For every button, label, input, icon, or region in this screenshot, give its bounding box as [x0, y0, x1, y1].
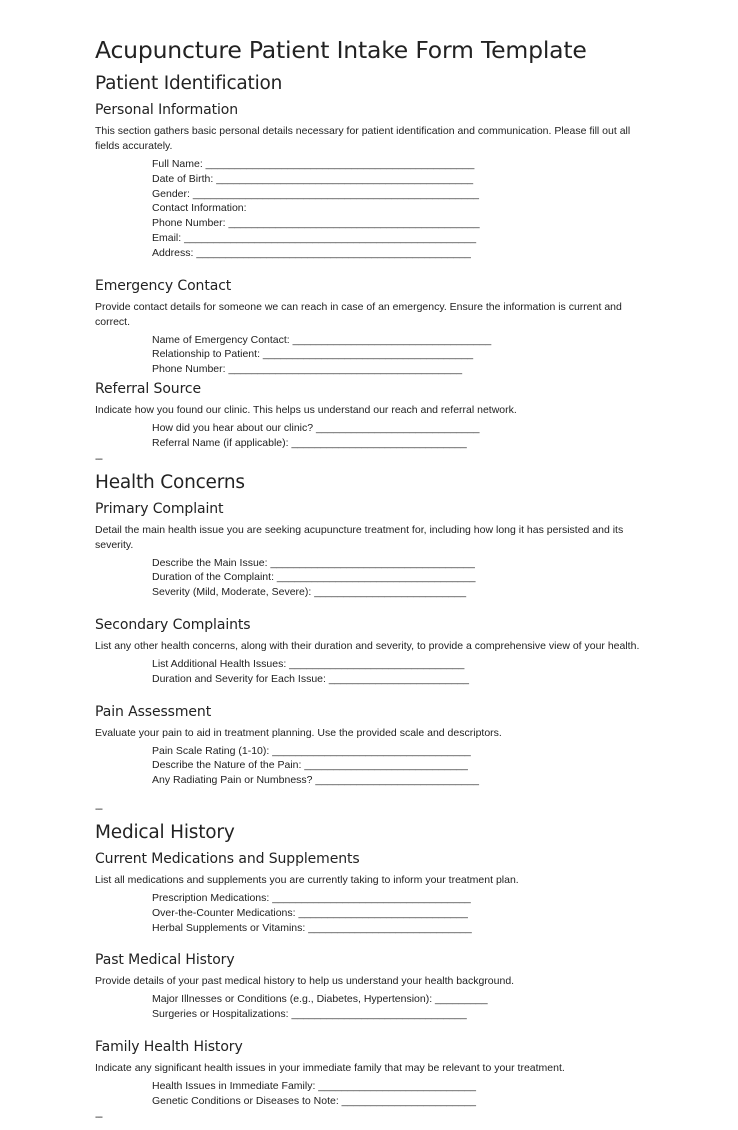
- subsection-emergency-contact: [95, 277, 655, 377]
- field-radiating-pain: Any Radiating Pain or Numbness? ____________________________: [152, 774, 479, 787]
- field-herbal-supplements: Herbal Supplements or Vitamins: ____________________________: [152, 921, 472, 934]
- field-list: [95, 992, 655, 1022]
- subsection-current-medications: [95, 850, 655, 935]
- subsection-description: Provide contact details for someone we can reach in case of an emergency. Ensure the information is current and correct.: [95, 300, 622, 328]
- subsection-description: Indicate how you found our clinic. This helps us understand our reach and referral network.: [95, 403, 517, 416]
- section-heading-medical-history: Medical History: [95, 821, 235, 843]
- field-prescription-medications: Prescription Medications: __________________________________: [152, 891, 471, 904]
- field-surgeries: Surgeries or Hospitalizations: ______________________________: [152, 1008, 467, 1021]
- field-list: [95, 657, 655, 687]
- subsection-description: Indicate any significant health issues in your immediate family that may be relevant to your treatment.: [95, 1061, 565, 1074]
- field-how-heard: How did you hear about our clinic? ____________________________: [152, 421, 480, 434]
- field-list: [95, 421, 655, 451]
- field-pain-nature: Describe the Nature of the Pain: ____________________________: [152, 759, 468, 772]
- field-full-name: Full Name: ______________________________________________: [152, 158, 475, 170]
- subsection-description: List any other health concerns, along with their duration and severity, to provide a comprehensive view of your health.: [95, 639, 640, 652]
- subsection-secondary-complaints: [95, 616, 655, 687]
- subsection-heading: Referral Source: [95, 380, 202, 397]
- subsection-heading: Primary Complaint: [95, 500, 224, 517]
- field-emergency-contact-name: Name of Emergency Contact: __________________________________: [152, 333, 492, 346]
- section-heading-patient-identification: Patient Identification: [95, 73, 283, 94]
- field-list: [95, 891, 655, 935]
- field-duration-severity: Duration and Severity for Each Issue: ________________________: [152, 672, 469, 685]
- section-separator: ---: [95, 1111, 102, 1123]
- subsection-pain-assessment: [95, 703, 655, 788]
- subsection-description: Detail the main health issue you are seeking acupuncture treatment for, including how long it has persisted and its severity.: [95, 523, 624, 551]
- subsection-heading: Family Health History: [95, 1038, 243, 1055]
- field-list: [95, 556, 655, 600]
- field-genetic-conditions: Genetic Conditions or Diseases to Note: _______________________: [152, 1094, 476, 1107]
- field-emergency-phone: Phone Number: ________________________________________: [152, 363, 463, 376]
- field-referral-name: Referral Name (if applicable): ______________________________: [152, 436, 467, 449]
- field-email: Email: __________________________________________________: [152, 231, 477, 244]
- subsection-description: This section gathers basic personal details necessary for patient identification and communication. Please fill out all fields accurately.: [95, 125, 631, 152]
- subsection-heading: Pain Assessment: [95, 703, 212, 720]
- field-list: [95, 1079, 655, 1109]
- document: [95, 36, 655, 1130]
- subsection-heading: Secondary Complaints: [95, 616, 251, 633]
- field-additional-issues: List Additional Health Issues: ______________________________: [152, 657, 465, 670]
- subsection-personal-information: [95, 101, 655, 261]
- section-separator: ---: [95, 803, 102, 815]
- subsection-description: Evaluate your pain to aid in treatment planning. Use the provided scale and descriptors.: [95, 726, 502, 739]
- subsection-referral-source: [95, 380, 655, 451]
- subsection-description: Provide details of your past medical history to help us understand your health background.: [95, 975, 515, 988]
- page-title: Acupuncture Patient Intake Form Template: [95, 36, 587, 64]
- field-list: [95, 333, 655, 377]
- field-pain-scale: Pain Scale Rating (1-10): __________________________________: [152, 744, 471, 757]
- section-heading-health-concerns: Health Concerns: [95, 471, 245, 493]
- field-main-issue: Describe the Main Issue: ___________________________________: [152, 556, 475, 569]
- subsection-heading: Current Medications and Supplements: [95, 850, 360, 867]
- field-phone-number: Phone Number: ___________________________________________: [152, 217, 480, 230]
- field-list: [95, 157, 655, 261]
- field-family-health-issues: Health Issues in Immediate Family: ___________________________: [152, 1079, 476, 1092]
- subsection-description: List all medications and supplements you are currently taking to inform your treatment plan.: [95, 873, 519, 886]
- subsection-past-medical-history: [95, 951, 655, 1022]
- field-relationship: Relationship to Patient: ____________________________________: [152, 348, 474, 361]
- field-major-illnesses: Major Illnesses or Conditions (e.g., Diabetes, Hypertension): _________: [152, 993, 488, 1006]
- subsection-heading: Emergency Contact: [95, 277, 232, 294]
- field-otc-medications: Over-the-Counter Medications: _____________________________: [152, 906, 468, 919]
- field-complaint-duration: Duration of the Complaint: __________________________________: [152, 571, 476, 584]
- field-date-of-birth: Date of Birth: ____________________________________________: [152, 172, 474, 185]
- field-list: [95, 744, 655, 788]
- field-severity: Severity (Mild, Moderate, Severe): __________________________: [152, 586, 467, 599]
- subsection-heading: Past Medical History: [95, 952, 235, 969]
- field-address: Address: _______________________________________________: [152, 246, 471, 259]
- subsection-primary-complaint: [95, 500, 655, 600]
- subsection-heading: Personal Information: [95, 102, 239, 118]
- field-gender: Gender: _________________________________________________: [152, 187, 479, 200]
- subsection-family-health-history: [95, 1038, 655, 1109]
- field-contact-information: Contact Information:: [152, 202, 247, 215]
- section-separator: ---: [95, 453, 102, 465]
